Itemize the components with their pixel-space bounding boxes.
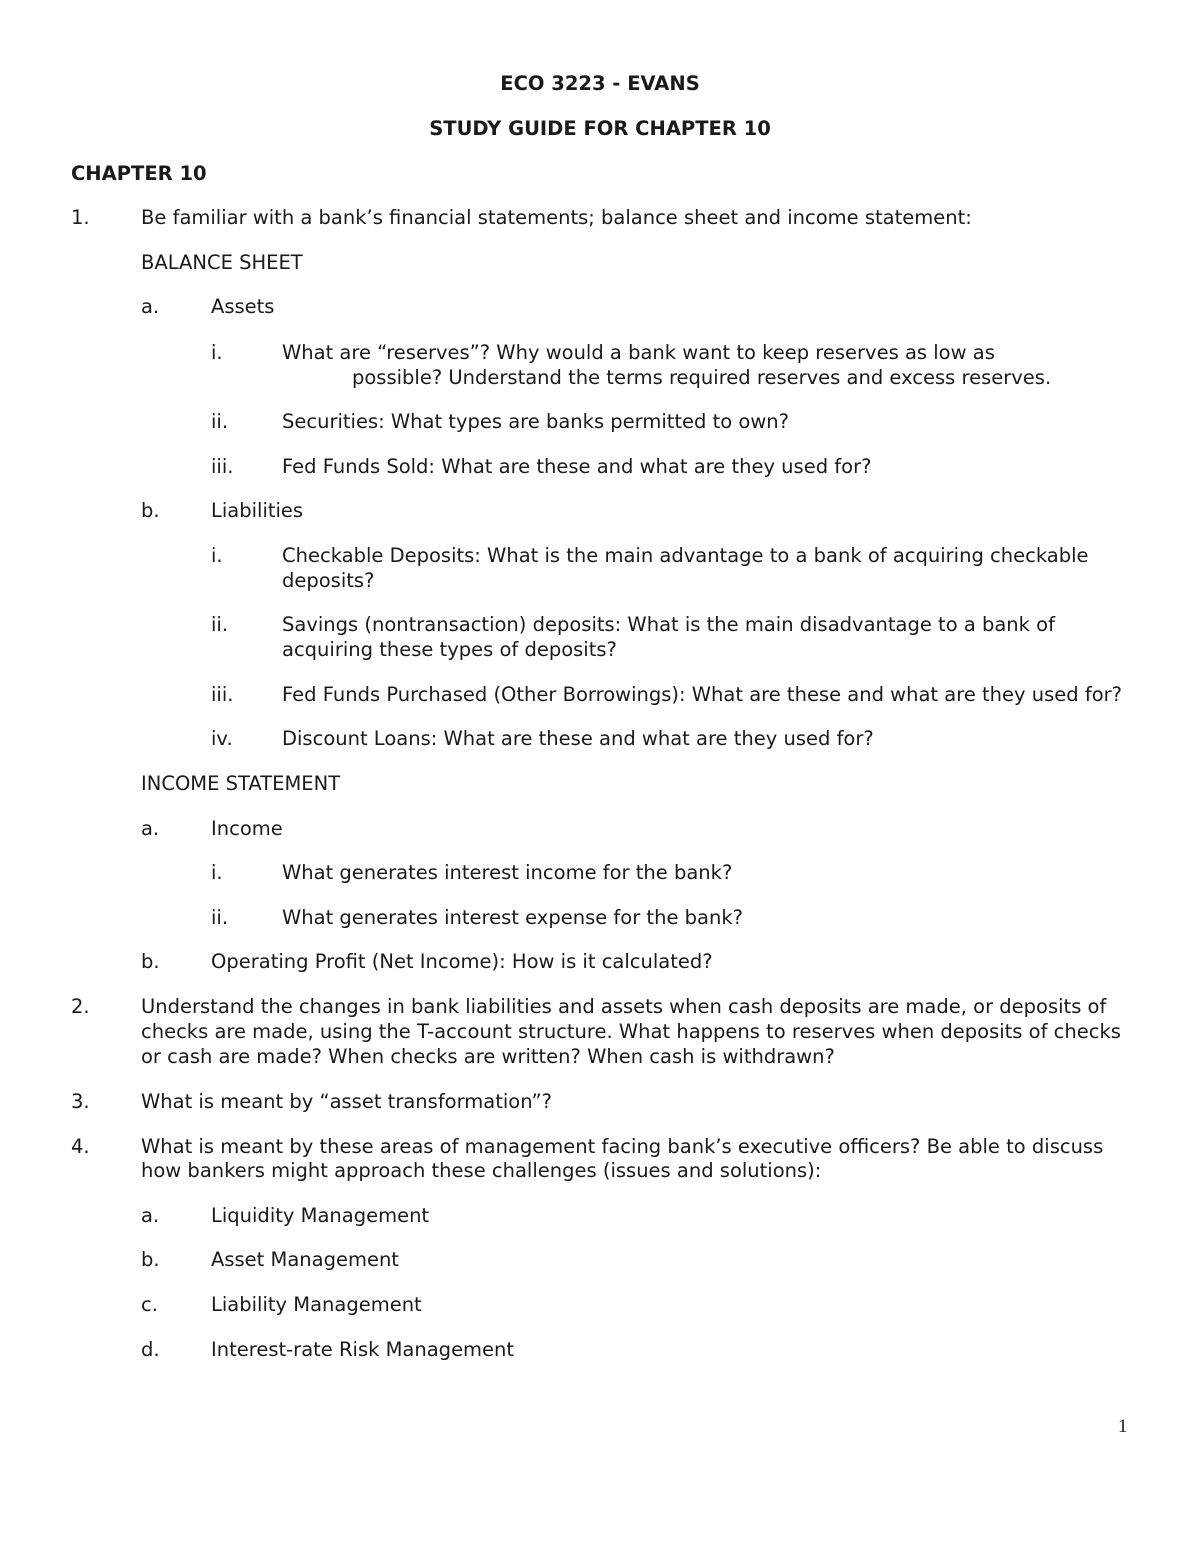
q4-item-text: Asset Management: [211, 1248, 399, 1271]
assets-item-marker: ii.: [211, 410, 229, 433]
assets-item-text: Fed Funds Sold: What are these and what are they used for?: [282, 455, 872, 478]
assets-marker: a.: [141, 295, 160, 318]
q4-item-text: Liability Management: [211, 1293, 422, 1316]
page-subtitle: STUDY GUIDE FOR CHAPTER 10: [429, 117, 771, 140]
liabilities-item-text: Checkable Deposits: What is the main advantage to a bank of acquiring checkable: [282, 544, 1089, 567]
q2-text-cont: or cash are made? When checks are written? When cash is withdrawn?: [141, 1045, 835, 1068]
q4-item-marker: c.: [141, 1293, 158, 1316]
q4-text: What is meant by these areas of management facing bank’s executive officers? Be able to discuss: [141, 1135, 1104, 1158]
q4-item-marker: d.: [141, 1338, 160, 1361]
page-number: 1: [1118, 1416, 1128, 1437]
liabilities-marker: b.: [141, 499, 160, 522]
liabilities-item-text: Fed Funds Purchased (Other Borrowings): What are these and what are they used for?: [282, 683, 1123, 706]
q2-number: 2.: [71, 995, 90, 1018]
assets-item-marker: i.: [211, 341, 223, 364]
q1-number: 1.: [71, 206, 90, 229]
liabilities-item-text: Discount Loans: What are these and what are they used for?: [282, 727, 874, 750]
q2-text: Understand the changes in bank liabilities and assets when cash deposits are made, or deposits of: [141, 995, 1107, 1018]
income-marker: a.: [141, 817, 160, 840]
chapter-heading: CHAPTER 10: [71, 162, 207, 185]
liabilities-label: Liabilities: [211, 499, 304, 522]
income-label: Income: [211, 817, 283, 840]
liabilities-item-text-cont: acquiring these types of deposits?: [282, 638, 617, 661]
q3-number: 3.: [71, 1090, 90, 1113]
profit-text: Operating Profit (Net Income): How is it calculated?: [211, 950, 713, 973]
profit-marker: b.: [141, 950, 160, 973]
assets-item-text: What are “reserves”? Why would a bank want to keep reserves as low as: [282, 341, 995, 364]
q1-text: Be familiar with a bank’s financial statements; balance sheet and income statement:: [141, 206, 972, 229]
liabilities-item-text: Savings (nontransaction) deposits: What is the main disadvantage to a bank of: [282, 613, 1055, 636]
liabilities-item-marker: iii.: [211, 683, 234, 706]
q2-text-cont: checks are made, using the T-account structure. What happens to reserves when deposits of checks: [141, 1020, 1121, 1043]
q4-item-marker: a.: [141, 1204, 160, 1227]
income-item-text: What generates interest expense for the bank?: [282, 906, 743, 929]
income-statement-heading: INCOME STATEMENT: [141, 772, 341, 795]
q4-item-marker: b.: [141, 1248, 160, 1271]
assets-item-text: Securities: What types are banks permitted to own?: [282, 410, 789, 433]
balance-sheet-heading: BALANCE SHEET: [141, 251, 303, 274]
liabilities-item-marker: i.: [211, 544, 223, 567]
income-item-marker: ii.: [211, 906, 229, 929]
q4-item-text: Interest-rate Risk Management: [211, 1338, 515, 1361]
liabilities-item-marker: iv.: [211, 727, 233, 750]
assets-item-marker: iii.: [211, 455, 234, 478]
course-title: ECO 3223 - EVANS: [500, 72, 700, 95]
liabilities-item-marker: ii.: [211, 613, 229, 636]
q3-text: What is meant by “asset transformation”?: [141, 1090, 552, 1113]
assets-item-text-cont: possible? Understand the terms required reserves and excess reserves.: [352, 366, 1052, 389]
q4-item-text: Liquidity Management: [211, 1204, 430, 1227]
liabilities-item-text-cont: deposits?: [282, 569, 375, 592]
q4-number: 4.: [71, 1135, 90, 1158]
assets-label: Assets: [211, 295, 275, 318]
income-item-text: What generates interest income for the bank?: [282, 861, 733, 884]
income-item-marker: i.: [211, 861, 223, 884]
q4-text-cont: how bankers might approach these challenges (issues and solutions):: [141, 1159, 822, 1182]
